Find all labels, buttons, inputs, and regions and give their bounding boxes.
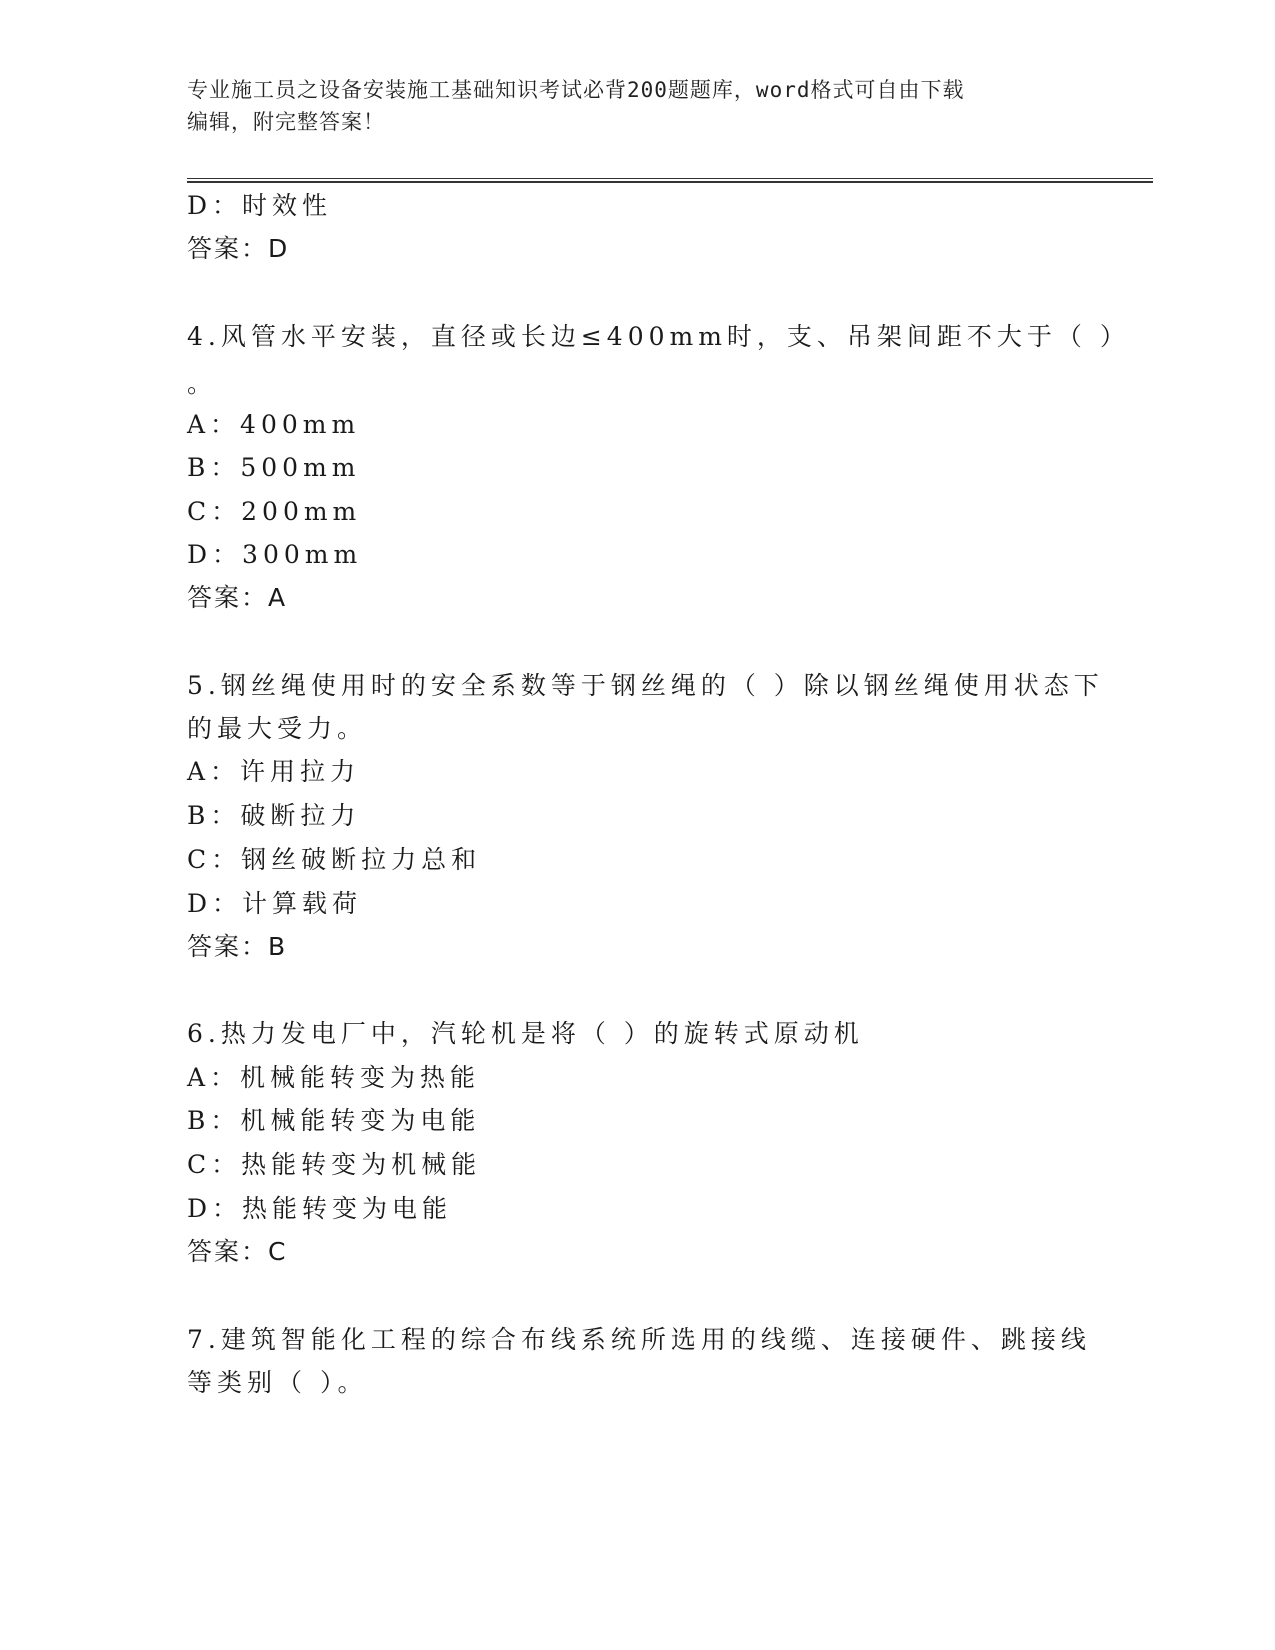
header-line-1: 专业施工员之设备安装施工基础知识考试必背200题题库，word格式可自由下载 (187, 78, 965, 102)
answer: 答案：D (187, 234, 290, 263)
question-6-option-c: C：热能转变为机械能 (187, 1150, 482, 1179)
question-6-option-a: A：机械能转变为热能 (187, 1063, 481, 1092)
question-5-stem-line-2: 的最大受力。 (187, 714, 368, 743)
question-7-stem-line-2: 等类别（ ）。 (187, 1368, 368, 1397)
question-5-stem-line-1: 5.钢丝绳使用时的安全系数等于钢丝绳的（ ）除以钢丝绳使用状态下 (187, 671, 1104, 700)
question-5-option-c: C：钢丝破断拉力总和 (187, 845, 482, 874)
option-d: D：时效性 (187, 191, 333, 220)
question-5-option-b: B：破断拉力 (187, 801, 361, 830)
question-5-answer: 答案：B (187, 932, 288, 961)
question-4-option-d: D：300mm (187, 540, 363, 569)
question-4-option-a: A：400mm (187, 410, 361, 439)
question-4-stem-line-1: 4.风管水平安装，直径或长边≤400mm时，支、吊架间距不大于（ ） (187, 322, 1130, 351)
question-6-answer: 答案：C (187, 1237, 288, 1266)
question-6-stem-line-1: 6.热力发电厂中，汽轮机是将（ ）的旋转式原动机 (187, 1019, 864, 1048)
question-6-option-d: D：热能转变为电能 (187, 1194, 453, 1223)
question-4-option-c: C：200mm (187, 497, 362, 526)
header-divider (187, 178, 1153, 183)
question-7-stem-line-1: 7.建筑智能化工程的综合布线系统所选用的线缆、连接硬件、跳接线 (187, 1325, 1091, 1354)
question-5-option-d: D：计算载荷 (187, 889, 363, 918)
question-4-option-b: B：500mm (187, 453, 361, 482)
question-6-option-b: B：机械能转变为电能 (187, 1106, 481, 1135)
document-header (187, 74, 1087, 138)
header-line-2: 编辑，附完整答案！ (187, 110, 385, 134)
question-4-answer: 答案：A (187, 583, 288, 612)
question-5-option-a: A：许用拉力 (187, 757, 361, 786)
question-4-stem-line-2: 。 (187, 369, 218, 398)
